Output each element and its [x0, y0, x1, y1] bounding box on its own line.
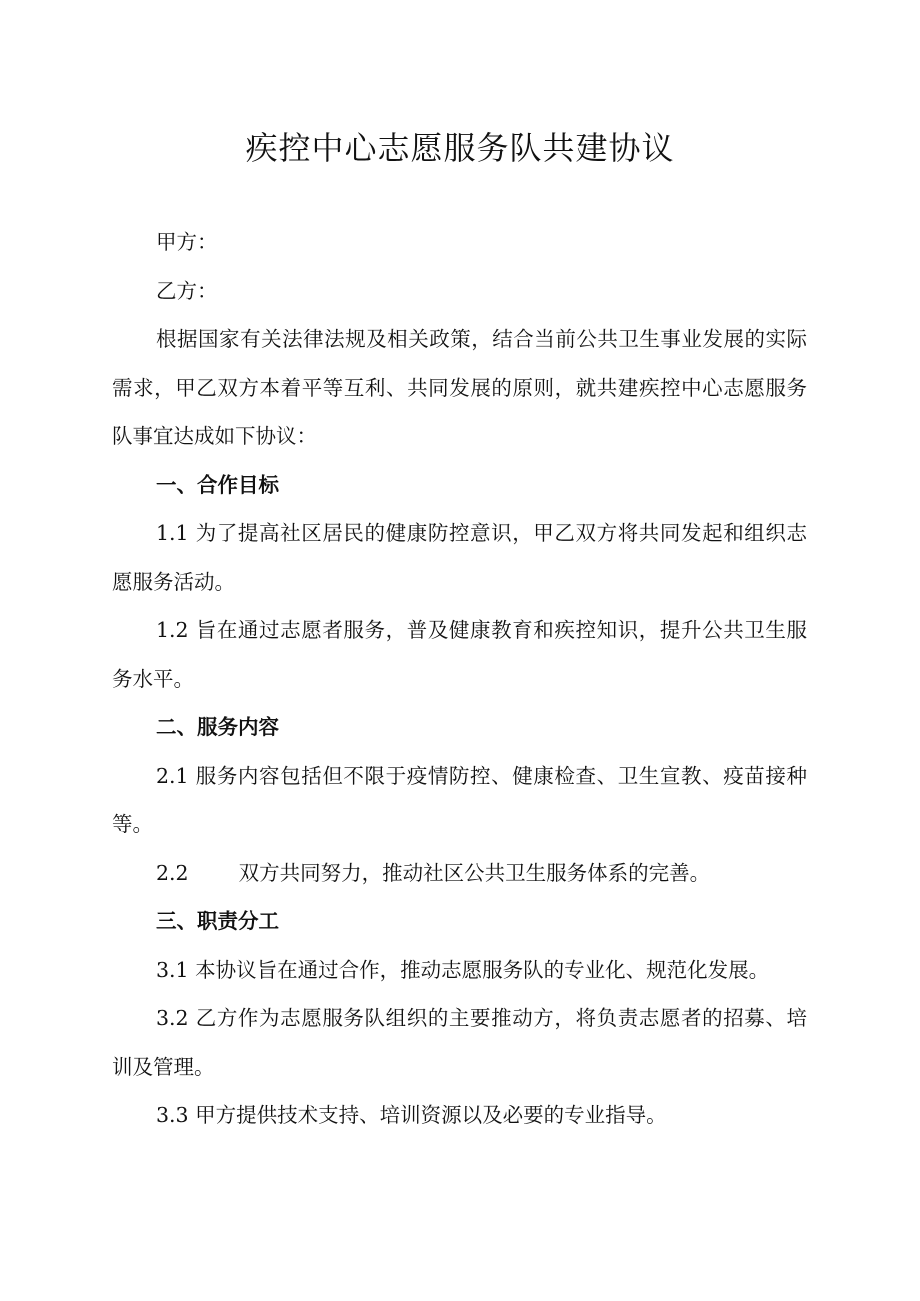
- clause-3-2: [112, 994, 807, 1091]
- section-heading-services: 二、服务内容: [156, 715, 279, 739]
- clause-number: 3.2: [156, 1006, 189, 1030]
- clause-number: 1.2: [156, 618, 189, 642]
- clause-number: 1.1: [156, 521, 189, 545]
- clause-text: 双方共同努力，推动社区公共卫生服务体系的完善。: [238, 860, 711, 885]
- clause-text: 本协议旨在通过合作，推动志愿服务队的专业化、规范化发展。: [195, 957, 770, 982]
- party-a-line: 甲方：: [156, 230, 218, 254]
- clause-3-3: [112, 1091, 807, 1140]
- clause-1-1: [112, 509, 807, 606]
- clause-text: 旨在通过志愿者服务，普及健康教育和疾控知识，提升公共卫生服务水平。: [112, 618, 807, 691]
- section-heading-goals: 一、合作目标: [156, 472, 279, 497]
- clause-2-2: [112, 849, 807, 898]
- clause-3-1: [112, 946, 807, 995]
- document-body: [112, 218, 807, 1140]
- clause-text: 服务内容包括但不限于疫情防控、健康检查、卫生宣教、疫苗接种等。: [112, 763, 807, 836]
- clause-number: 3.1: [156, 957, 189, 982]
- clause-number: 2.2: [156, 860, 189, 885]
- preamble-paragraph: 根据国家有关法律法规及相关政策，结合当前公共卫生事业发展的实际需求，甲乙双方本着平等互利、共同发展的原则，就共建疾控中心志愿服务队事宜达成如下协议：: [112, 327, 807, 448]
- clause-2-1: [112, 752, 807, 849]
- clause-text: 为了提高社区居民的健康防控意识，甲乙双方将共同发起和组织志愿服务活动。: [112, 521, 807, 594]
- clause-text: 乙方作为志愿服务队组织的主要推动方，将负责志愿者的招募、培训及管理。: [112, 1006, 807, 1079]
- clause-text: 甲方提供技术支持、培训资源以及必要的专业指导。: [195, 1103, 667, 1127]
- clause-1-2: [112, 606, 807, 703]
- document-title: 疾控中心志愿服务队共建协议: [245, 129, 675, 167]
- clause-number: 2.1: [156, 763, 189, 788]
- party-b-line: 乙方：: [156, 278, 218, 303]
- section-heading-duties: 三、职责分工: [156, 909, 279, 933]
- clause-number: 3.3: [156, 1103, 189, 1127]
